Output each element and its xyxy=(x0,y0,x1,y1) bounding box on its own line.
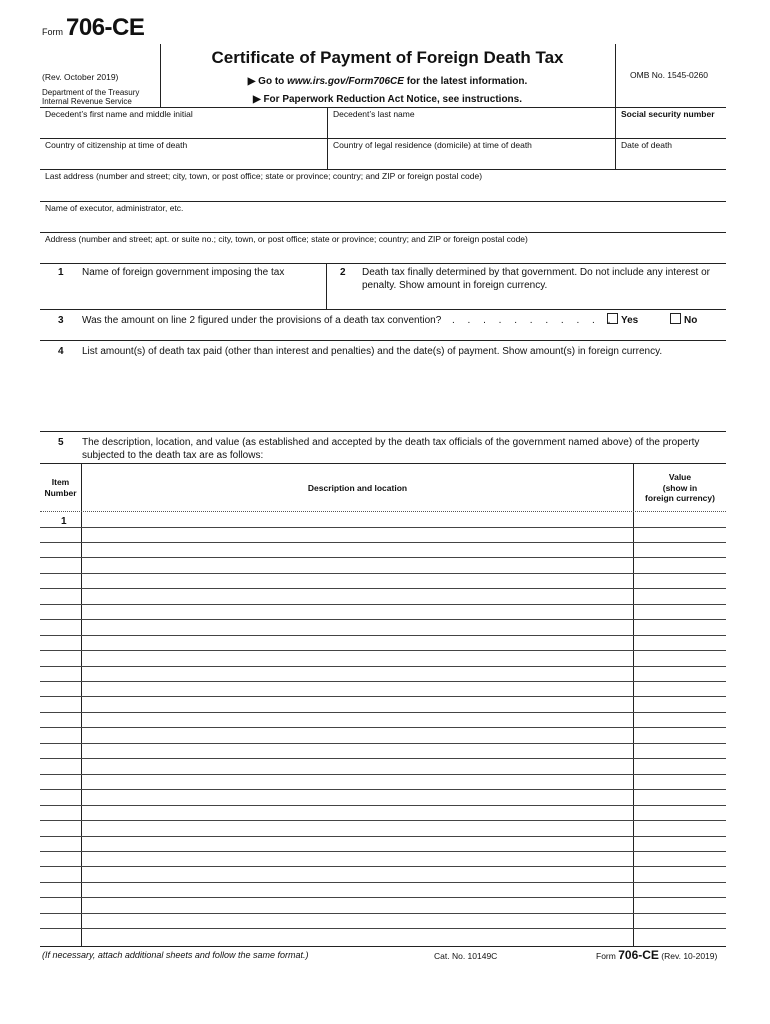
agency-line: Internal Revenue Service xyxy=(42,97,132,106)
executor-address-label: Address (number and street; apt. or suite no.; city, town, or post office; state or province; country; and ZIP or foreign postal code) xyxy=(45,234,528,244)
item-number-header xyxy=(40,477,81,499)
table-row-value-cell[interactable] xyxy=(636,837,724,850)
table-row-description-cell[interactable] xyxy=(84,821,630,834)
last-address-input[interactable] xyxy=(42,184,724,199)
table-row-description-cell[interactable] xyxy=(84,790,630,803)
goto-prefix: ▶ Go to xyxy=(247,76,288,87)
table-row-value-cell[interactable] xyxy=(636,558,724,571)
table-row-value-cell[interactable] xyxy=(636,713,724,726)
first-name-input[interactable] xyxy=(42,122,324,138)
last-address-label: Last address (number and street; city, town, or post office; state or province; country; and ZIP or foreign postal code) xyxy=(45,171,483,181)
ssn-label: Social security number xyxy=(621,109,715,119)
table-row-description-cell[interactable] xyxy=(84,697,630,710)
description-header: Description and location xyxy=(307,483,408,493)
table-row-value-cell[interactable] xyxy=(636,728,724,741)
no-option[interactable] xyxy=(670,313,697,327)
line-3-label: Was the amount on line 2 figured under the provisions of a death tax convention? xyxy=(82,315,442,326)
form-number: 706-CE xyxy=(66,14,145,41)
table-row-description-cell[interactable] xyxy=(84,759,630,772)
item-header-line2: Number xyxy=(44,488,77,498)
citizenship-input[interactable] xyxy=(42,153,324,168)
table-row-description-cell[interactable] xyxy=(84,636,630,649)
table-row-description-cell[interactable] xyxy=(84,867,630,880)
table-row-value-cell[interactable] xyxy=(636,651,724,664)
executor-address-input[interactable] xyxy=(42,247,724,261)
table-row-description-cell[interactable] xyxy=(84,806,630,819)
irs-link[interactable]: www.irs.gov/Form706CE xyxy=(287,76,404,87)
residence-label: Country of legal residence (domicile) at time of death xyxy=(333,140,532,150)
death-tax-paid-input[interactable] xyxy=(82,362,722,428)
yes-label: Yes xyxy=(621,315,639,326)
table-row-value-cell[interactable] xyxy=(636,821,724,834)
item-header-line1: Item xyxy=(51,477,70,487)
table-row-description-cell[interactable] xyxy=(84,558,630,571)
table-row-value-cell[interactable] xyxy=(636,867,724,880)
table-row-description-cell[interactable] xyxy=(84,605,630,618)
table-row-description-cell[interactable] xyxy=(84,744,630,757)
line-5-label: The description, location, and value (as established and accepted by the death tax officials of the government named above) of the property subjected to the death tax are as follows: xyxy=(82,437,700,461)
table-row-value-cell[interactable] xyxy=(636,790,724,803)
table-row-value-cell[interactable] xyxy=(636,528,724,541)
rule-5 xyxy=(40,263,726,264)
line-2-label: Death tax finally determined by that government. Do not include any interest or penalty. Show amount in foreign currency. xyxy=(362,267,710,291)
rule-1 xyxy=(40,138,726,139)
footer-form-number: 706-CE xyxy=(618,948,659,962)
no-checkbox[interactable] xyxy=(670,313,681,324)
line-3-leader-dots: . . . . . . . . . . . xyxy=(452,315,616,326)
line-4-label: List amount(s) of death tax paid (other than interest and penalties) and the date(s) of payment. Show amount(s) in foreign currency. xyxy=(82,346,663,357)
first-name-label: Decedent’s first name and middle initial xyxy=(45,109,193,119)
footer-form-id xyxy=(596,948,717,962)
paperwork-notice: ▶ For Paperwork Reduction Act Notice, see instructions. xyxy=(252,94,523,105)
date-of-death-input[interactable] xyxy=(618,153,724,168)
value-header xyxy=(634,472,726,504)
rule-3 xyxy=(40,201,726,202)
line-1-number: 1 xyxy=(58,267,64,278)
table-row-value-cell[interactable] xyxy=(636,883,724,896)
header-divider-right xyxy=(615,44,616,108)
value-header-line1: Value xyxy=(668,472,692,482)
line-2-number: 2 xyxy=(340,267,346,278)
table-row-value-cell[interactable] xyxy=(636,697,724,710)
foreign-government-input[interactable] xyxy=(82,282,322,306)
table-col-divider-1 xyxy=(81,463,82,947)
catalog-number: Cat. No. 10149C xyxy=(434,951,498,961)
department-line: Department of the Treasury xyxy=(42,88,140,97)
executor-label: Name of executor, administrator, etc. xyxy=(45,203,184,213)
table-row-description-cell[interactable] xyxy=(84,728,630,741)
table-row-value-cell[interactable] xyxy=(636,667,724,680)
rule-6 xyxy=(40,309,726,310)
form-title: Certificate of Payment of Foreign Death Tax xyxy=(211,48,564,67)
executor-input[interactable] xyxy=(42,216,724,230)
form-word: Form xyxy=(42,27,63,37)
line-4-number: 4 xyxy=(58,346,64,357)
last-name-input[interactable] xyxy=(330,122,612,138)
table-row-value-cell[interactable] xyxy=(636,898,724,911)
value-header-line2: (show in xyxy=(662,482,698,493)
table-row-value-cell[interactable] xyxy=(636,543,724,556)
goto-suffix: for the latest information. xyxy=(403,76,528,87)
last-name-label: Decedent’s last name xyxy=(333,109,415,119)
table-row-value-cell[interactable] xyxy=(636,759,724,772)
revision-date: (Rev. October 2019) xyxy=(42,72,119,82)
table-row-value-cell[interactable] xyxy=(636,589,724,602)
table-row-description-cell[interactable] xyxy=(84,512,630,525)
table-row-description-cell[interactable] xyxy=(84,589,630,602)
table-row-value-cell[interactable] xyxy=(636,620,724,633)
table-bottom-rule xyxy=(40,946,726,947)
table-row-description-cell[interactable] xyxy=(84,543,630,556)
yes-option[interactable] xyxy=(607,313,638,327)
line-1-label: Name of foreign government imposing the tax xyxy=(82,267,285,278)
table-row-description-cell[interactable] xyxy=(84,713,630,726)
header-bottom-rule xyxy=(40,107,726,108)
table-row-description-cell[interactable] xyxy=(84,620,630,633)
table-row-value-cell[interactable] xyxy=(636,574,724,587)
citizenship-label: Country of citizenship at time of death xyxy=(45,140,188,150)
table-row-value-cell[interactable] xyxy=(636,636,724,649)
table-row-description-cell[interactable] xyxy=(84,852,630,865)
attach-sheets-note: (If necessary, attach additional sheets and follow the same format.) xyxy=(42,950,309,960)
table-row-rule xyxy=(40,928,726,929)
table-row-description-cell[interactable] xyxy=(84,528,630,541)
table-row-description-cell[interactable] xyxy=(84,574,630,587)
table-row-value-cell[interactable] xyxy=(636,806,724,819)
value-header-line3: foreign currency) xyxy=(645,493,715,503)
ssn-input[interactable] xyxy=(618,122,724,138)
line-3-number: 3 xyxy=(58,315,64,326)
table-row-value-cell[interactable] xyxy=(636,512,724,525)
goto-instruction xyxy=(160,76,615,87)
footer-form-word: Form xyxy=(596,951,616,961)
rule-4 xyxy=(40,232,726,233)
table-row-description-cell[interactable] xyxy=(84,914,630,927)
footer-revision: (Rev. 10-2019) xyxy=(661,951,718,961)
table-row-value-cell[interactable] xyxy=(636,605,724,618)
table-col-divider-2 xyxy=(633,463,634,947)
table-row-value-cell[interactable] xyxy=(636,914,724,927)
table-row-description-cell[interactable] xyxy=(84,651,630,664)
item-number-first: 1 xyxy=(61,516,67,527)
table-row-description-cell[interactable] xyxy=(84,898,630,911)
line-5-number: 5 xyxy=(58,437,64,448)
yes-checkbox[interactable] xyxy=(607,313,618,324)
table-row-value-cell[interactable] xyxy=(636,852,724,865)
rule-7 xyxy=(40,340,726,341)
table-row-description-cell[interactable] xyxy=(84,883,630,896)
table-row-value-cell[interactable] xyxy=(636,775,724,788)
table-row-value-cell[interactable] xyxy=(636,682,724,695)
rule-2 xyxy=(40,169,726,170)
table-row-description-cell[interactable] xyxy=(84,837,630,850)
date-of-death-label: Date of death xyxy=(621,140,673,150)
omb-number: OMB No. 1545-0260 xyxy=(630,70,708,80)
table-top-rule xyxy=(40,463,726,464)
table-row-description-cell[interactable] xyxy=(84,667,630,680)
no-label: No xyxy=(684,315,698,326)
rule-8 xyxy=(40,431,726,432)
line-1-2-divider xyxy=(326,263,327,309)
table-row-value-cell[interactable] xyxy=(636,744,724,757)
table-row-description-cell[interactable] xyxy=(84,775,630,788)
residence-input[interactable] xyxy=(330,153,612,168)
table-row-description-cell[interactable] xyxy=(84,682,630,695)
